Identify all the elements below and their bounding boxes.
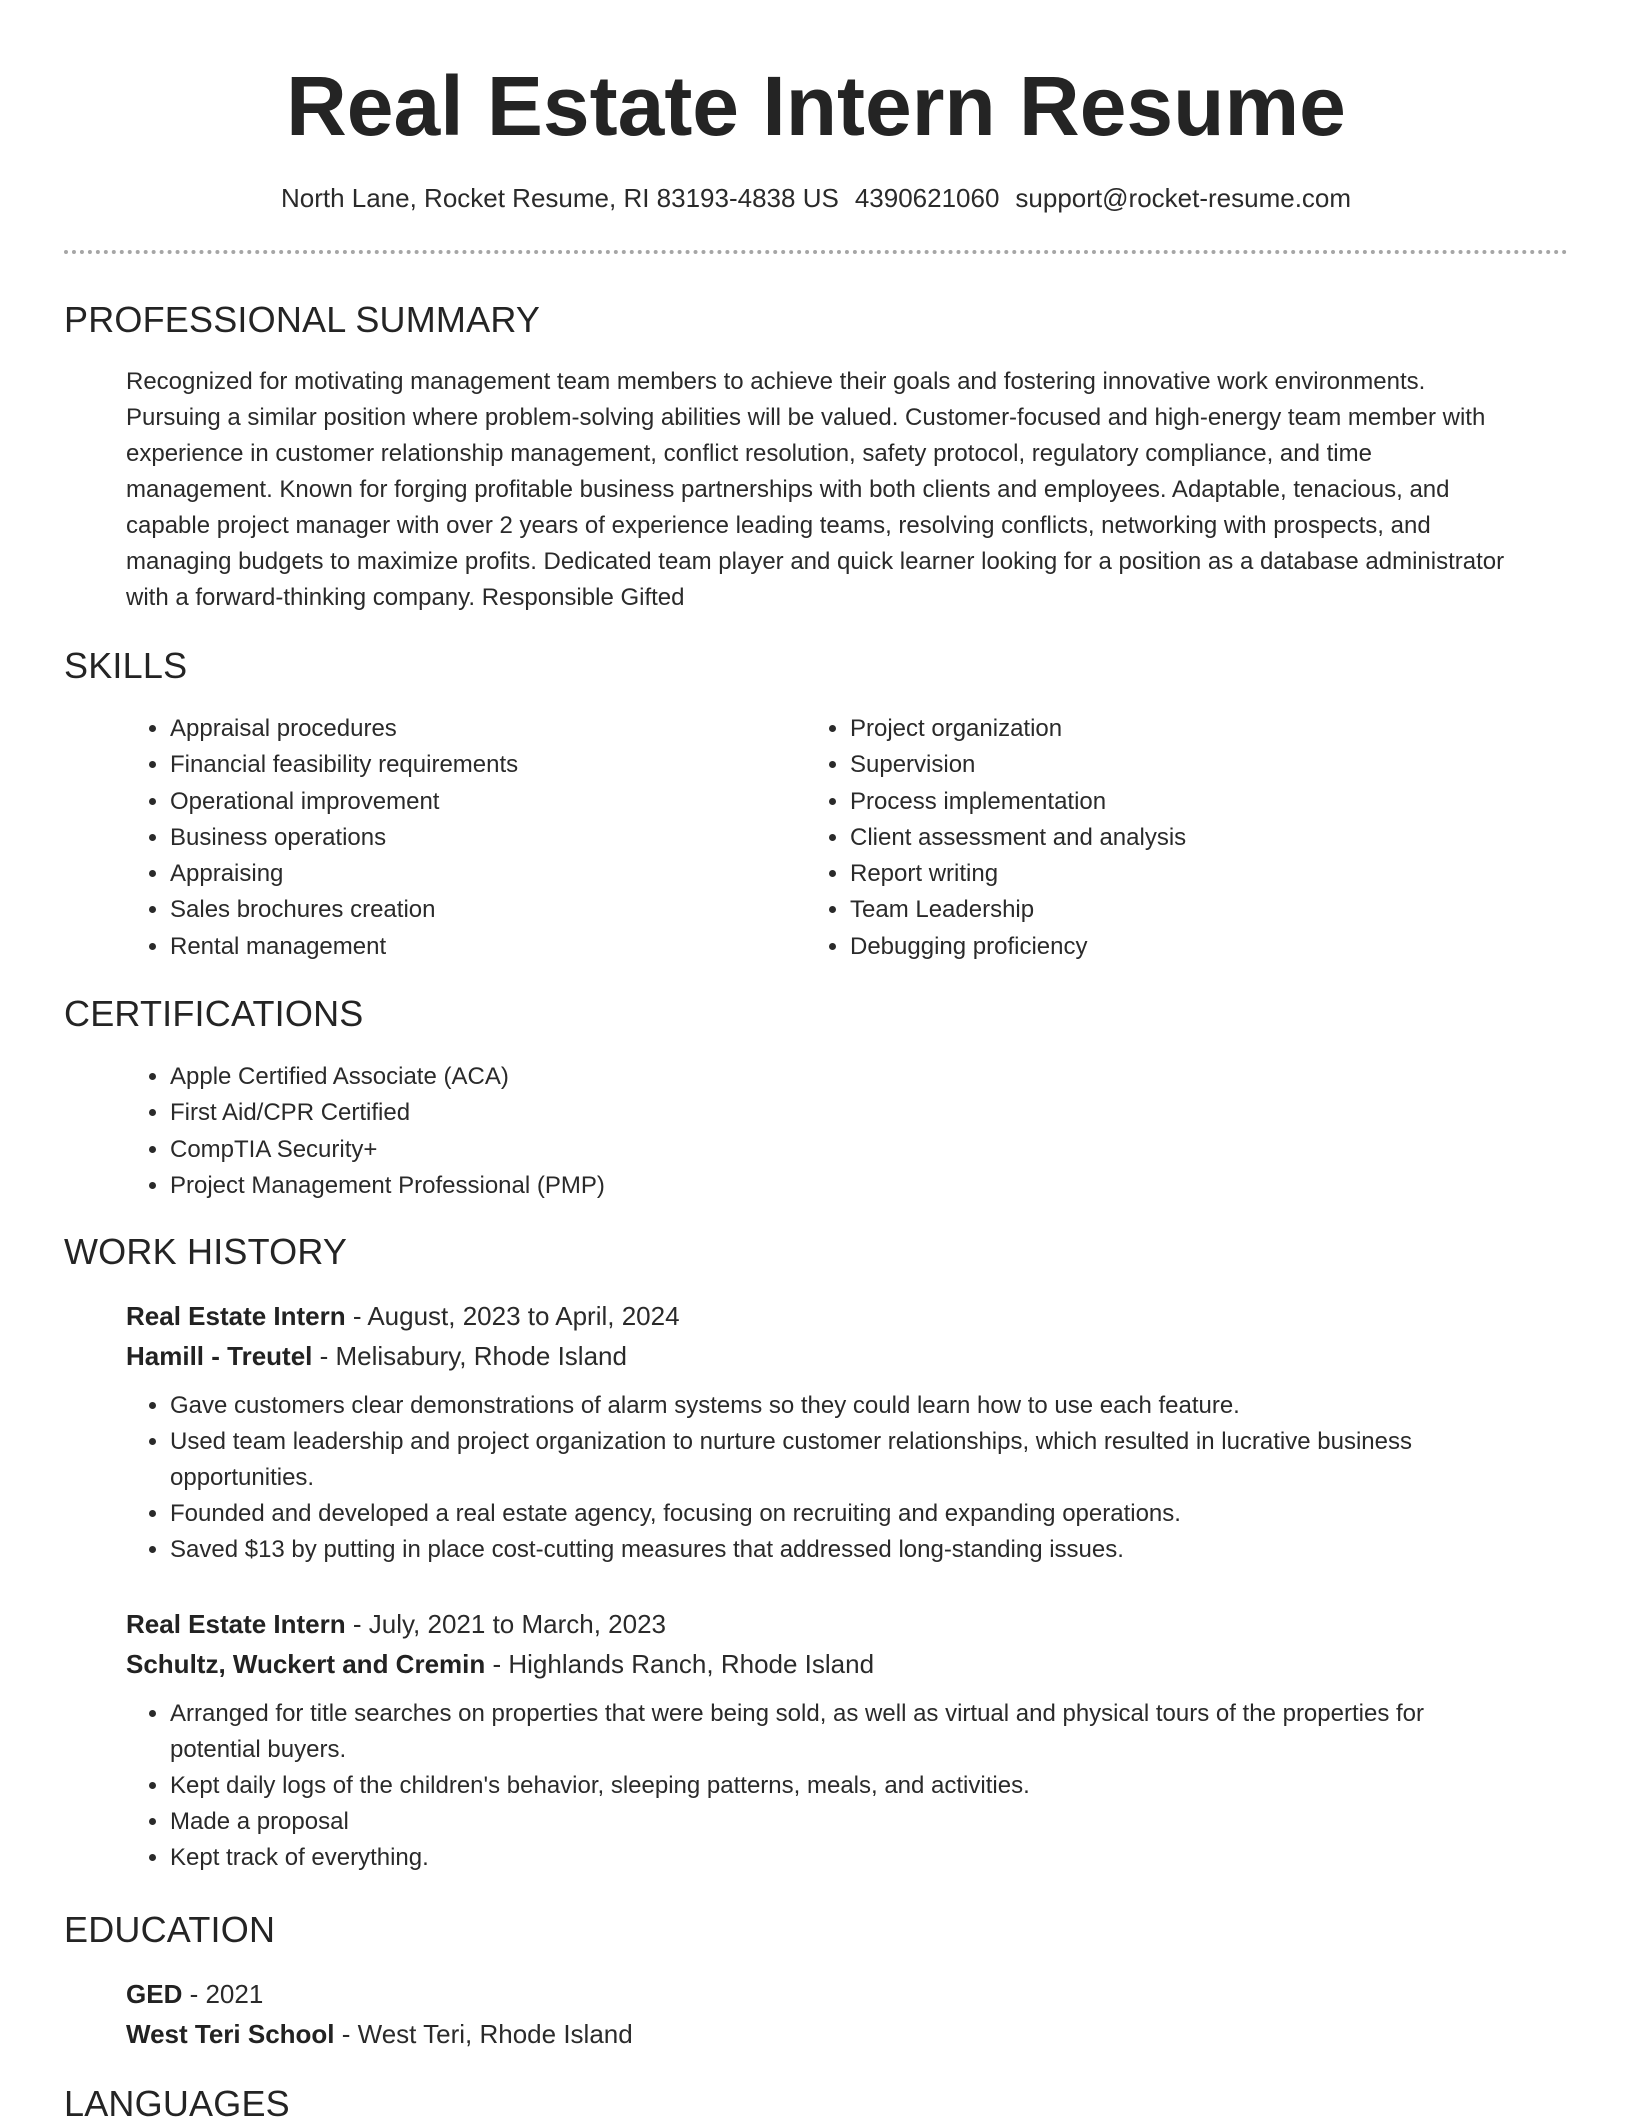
job-bullet: • Kept track of everything. [170, 1840, 1506, 1876]
contact-line [0, 182, 1632, 214]
certification-item: • Project Management Professional (PMP) [170, 1168, 806, 1204]
summary-section [64, 298, 1568, 342]
job-entry [126, 1296, 1506, 1568]
skill-item: • Sales brochures creation [170, 892, 806, 928]
job-title-line: Real Estate Intern - July, 2021 to March, 2023 [126, 1609, 666, 1639]
skill-item: • Business operations [170, 820, 806, 856]
work-heading: WORK HISTORY [64, 1231, 348, 1272]
certifications-column [126, 1059, 806, 1204]
languages-heading: LANGUAGES [64, 2083, 290, 2124]
education-degree: GED [126, 1979, 183, 2009]
job-bullet: • Made a proposal [170, 1804, 1506, 1840]
contact-phone: 4390621060 [854, 183, 1000, 213]
languages-section [64, 2082, 1568, 2126]
job-bullets [126, 1388, 1506, 1568]
job-bullet: • Kept daily logs of the children's behavior, sleeping patterns, meals, and activities. [170, 1768, 1506, 1804]
education-degree-line: GED - 2021 [126, 1979, 264, 2009]
skills-heading: SKILLS [64, 645, 188, 686]
summary-heading: PROFESSIONAL SUMMARY [64, 299, 541, 340]
skill-item: • Process implementation [850, 784, 1486, 820]
education-location: West Teri, Rhode Island [357, 2019, 633, 2049]
skill-item: • Supervision [850, 747, 1486, 783]
certifications-heading: CERTIFICATIONS [64, 993, 364, 1034]
job-company-line: Schultz, Wuckert and Cremin - Highlands Ranch, Rhode Island [126, 1649, 875, 1679]
certifications-list [126, 1059, 806, 1204]
skills-column-right [806, 711, 1486, 965]
skill-item: • Appraisal procedures [170, 711, 806, 747]
skill-item: • Project organization [850, 711, 1486, 747]
contact-address: North Lane, Rocket Resume, RI 83193-4838 US [280, 183, 839, 213]
education-heading: EDUCATION [64, 1909, 276, 1950]
contact-email: support@rocket-resume.com [1015, 183, 1352, 213]
skills-list-right [806, 711, 1486, 965]
certification-item: • CompTIA Security+ [170, 1132, 806, 1168]
job-dates: July, 2021 to March, 2023 [368, 1609, 666, 1639]
skill-item: • Rental management [170, 929, 806, 965]
skills-list-left [126, 711, 806, 965]
job-role: Real Estate Intern [126, 1301, 346, 1331]
skills-columns [126, 711, 1506, 965]
certification-item: • First Aid/CPR Certified [170, 1095, 806, 1131]
skill-item: • Team Leadership [850, 892, 1486, 928]
resume-title: Real Estate Intern Resume [286, 59, 1346, 153]
job-title-line: Real Estate Intern - August, 2023 to April, 2024 [126, 1301, 680, 1331]
work-section [64, 1230, 1568, 1274]
job-company: Schultz, Wuckert and Cremin [126, 1649, 486, 1679]
education-section [64, 1908, 1568, 1952]
summary-text: Recognized for motivating management team members to achieve their goals and fostering innovative work environments. Pursuing a similar position where problem-solving abilities will be valued. Customer-focused and high-energy team member with experience in customer relationship management, conflict resolution, safety protocol, regulatory compliance, and time management. Known for forging profitable business partnerships with both clients and employees. Adaptable, tenacious, and capable project manager with over 2 years of experience leading teams, resolving conflicts, networking with prospects, and managing budgets to maximize profits. Dedicated team player and quick learner looking for a position as a database administrator with a forward-thinking company. Responsible Gifted [126, 368, 1505, 611]
education-school-line: West Teri School - West Teri, Rhode Island [126, 2019, 633, 2049]
job-role: Real Estate Intern [126, 1609, 346, 1639]
job-company: Hamill - Treutel [126, 1341, 313, 1371]
header-divider [64, 250, 1568, 254]
job-company-line: Hamill - Treutel - Melisabury, Rhode Island [126, 1341, 627, 1371]
job-bullet: • Gave customers clear demonstrations of alarm systems so they could learn how to use each feature. [170, 1388, 1506, 1424]
job-location: Melisabury, Rhode Island [335, 1341, 627, 1371]
job-entry [126, 1604, 1506, 1876]
job-bullet: • Founded and developed a real estate agency, focusing on recruiting and expanding operations. [170, 1496, 1506, 1532]
certifications-block [126, 1059, 1506, 1204]
skill-item: • Debugging proficiency [850, 929, 1486, 965]
certifications-section [64, 992, 1568, 1036]
certification-item: • Apple Certified Associate (ACA) [170, 1059, 806, 1095]
skill-item: • Appraising [170, 856, 806, 892]
skill-item: • Operational improvement [170, 784, 806, 820]
job-bullets [126, 1696, 1506, 1876]
job-dates: August, 2023 to April, 2024 [367, 1301, 680, 1331]
skill-item: • Financial feasibility requirements [170, 747, 806, 783]
skills-section [64, 644, 1568, 688]
skills-column-left [126, 711, 806, 965]
job-location: Highlands Ranch, Rhode Island [508, 1649, 875, 1679]
job-bullet: • Saved $13 by putting in place cost-cutting measures that addressed long-standing issues. [170, 1532, 1506, 1568]
education-entry [126, 1974, 1506, 2054]
education-school: West Teri School [126, 2019, 335, 2049]
skill-item: • Client assessment and analysis [850, 820, 1486, 856]
job-bullet: • Used team leadership and project organization to nurture customer relationships, which resulted in lucrative business opportunities. [170, 1424, 1506, 1496]
job-bullet: • Arranged for title searches on properties that were being sold, as well as virtual and physical tours of the properties for potential buyers. [170, 1696, 1506, 1768]
education-year: 2021 [205, 1979, 264, 2009]
skill-item: • Report writing [850, 856, 1486, 892]
